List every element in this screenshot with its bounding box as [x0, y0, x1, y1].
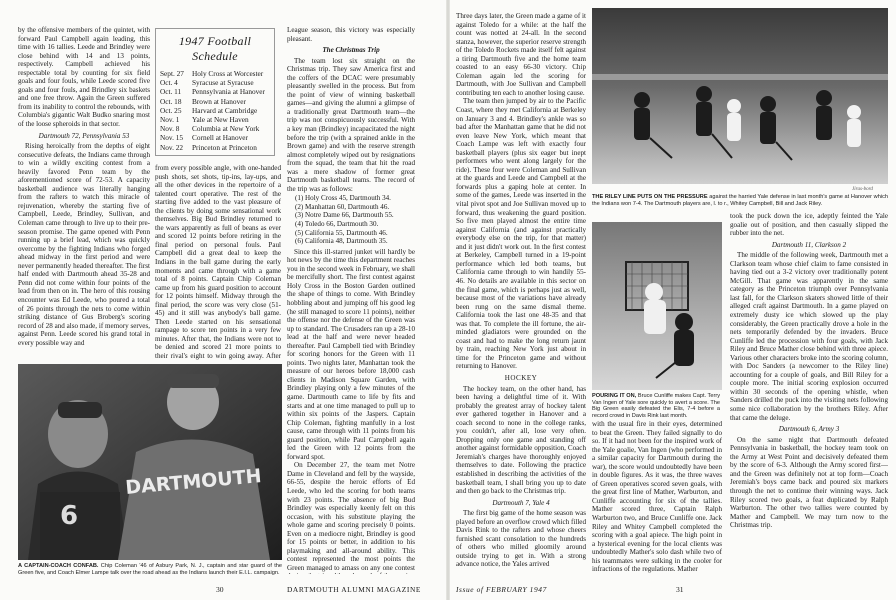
riley-line-photo [592, 8, 888, 184]
schedule-row [160, 133, 270, 142]
photo-caption [18, 563, 282, 576]
schedule-row [160, 115, 270, 124]
paragraph: from every possible angle, with one-handed push shots, set shots, tip-ins, lay-ups, and all the other devices in the repertoire of a talented court operative. The rest of the starting five added to the vast pleasure of the clients by doing some sensational work themselves. Big Bud Brindley returned to the wars apparently as full of beans as ever and scored 12 points before retiring in the final period on personal fouls. Paul Campbell did a great deal to keep the Indians in the ball game during the early moments and came through with a game total of 8 points. Captain Chip Coleman came up from his guard position to account for 12 points himself. Midway through the final period, the score was very close (51-45) and it still was anybody's ball game. Then Leede started on his sensational rampage to score ten points in a very few minutes. After that, the Indians were not to be denied and scored 21 more points to their rival's eight to win going away. After [155, 164, 281, 360]
trip-result: (2) Manhattan 60, Dartmouth 46. [295, 202, 390, 211]
section-head: HOCKEY [504, 373, 538, 382]
trip-result: (5) California 55, Dartmouth 46. [295, 228, 388, 237]
caption-lead: THE RILEY LINE PUTS ON THE PRESSURE [592, 194, 708, 200]
schedule-date: Sept. 27 [160, 69, 184, 78]
schedule-date: Nov. 8 [160, 124, 180, 134]
paragraph: with the usual fire in their eyes, determined to beat the Green. They failed signally to do so. If it had not been for the inspired work of the Yale goalie, Van Ingen (who performed in a similar capacity for Dartmouth during the war), the score would undoubtedly have been in double figures. As it was, the three waves of Green operatives scored seven goals, with the great first line of Mather, Warburton, and Cunliffe accounting for six of the tallies. Mather scored three, Captain Ralph Warburton two, and Bruce Cunliffe one. Jack Riley and Whitey Campbell completed the scoring with a goal apiece. The high point in a hysterical evening for the local clients was undoubtedly Mather's solo dash while two of his teammates were sulking in the cooler for infractions of the regulations. Mather [592, 420, 722, 574]
photo-credit: Jiras-bord [852, 187, 873, 192]
schedule-opponent: Harvard at Cambridge [192, 105, 258, 115]
paragraph: On December 27, the team met Notre Dame in Cleveland and fell by the wayside, 66-55, despite the heroic efforts of Ed Leede, who led the scoring for both teams with 23 points. The absence of big Bud Brindley was especially keenly felt on this occasion, with his substitute playing the whole game and scoring precisely 0 points. Even on a mediocre night, Brindley is good for 15 points or better, in addition to his playmaking and all-around ability. This contest represented the most points the Green managed to amass on any one contest [287, 461, 415, 572]
jersey-lettering: DARTMOUTH [124, 465, 263, 499]
left-column-2 [155, 164, 281, 360]
schedule-opponent: Brown at Hanover [192, 96, 246, 106]
photo-illustration [18, 364, 282, 560]
paragraph: League season, this victory was especially pleasant. [287, 26, 415, 43]
page-number: 31 [676, 585, 684, 594]
caption-lead: A CAPTAIN-COACH CONFAB. [18, 563, 99, 569]
schedule-row [160, 124, 270, 133]
schedule-row [160, 78, 270, 87]
caption-lead: POURING IT ON, [592, 393, 637, 399]
schedule-opponent: Pennsylvania at Hanover [192, 87, 265, 97]
trip-results-list [287, 194, 415, 245]
paragraph: by the offensive members of the quintet, with forward Paul Campbell again leading, this time with 16 tallies. Leede and Brindley were close behind with 14 and 13 points, respectively. Campbell achieved his respectable total by counting for six field goals and four fouls, while Leede scored five goals and four fouls, and Brindley six baskets and one free throw. Again the Green suffered from its inability to control the rebounds, with Columbia's gigantic Walt Budko snaring most of the loose spheroids in that sector. [18, 26, 150, 129]
captain-coach-photo [18, 364, 282, 560]
paragraph: Since this ill-starred junket will hardly be hot news by the time this department reaches you in the second week in February, we shall be mercifully short. The first contest against Holy Cross in the Boston Garden outlined the shape of things to come. With Brindley hobbling about and jumping off his good leg (he still managed to score 11 points), neither the offense nor the defense of the Green was up to standard. The Crusaders ran up a 28-10 lead at the half and were never headed thereafter. Paul Campbell tied with Brindley for scoring honors for the Green with 11 points. Two nights later, Manhattan took the measure of our heroes before 18,000 cash clients in Madison Square Garden, with Brindley playing only a few minutes of the game. Dartmouth came to life by fits and starts and at one time managed to pull up to within six points of the Jaspers. Captain Chip Coleman, fighting manfully in a lost cause, came through with 11 points from his guard position, while Paul Campbell again led the Green with 12 points from the forward spot. [287, 247, 415, 461]
right-column-1 [456, 12, 586, 574]
schedule-row [160, 143, 270, 152]
schedule-date: Nov. 1 [160, 115, 180, 125]
football-schedule-box [155, 28, 275, 156]
paragraph: On the same night that Dartmouth defeated Pennsylvania in basketball, the hockey team took on the Army at West Point and decisively defeated them by the score of 6-3. Although the Army scored first—and the Green was definitely not at top form—Coach Jeremiah's boys came back and poured six markers through the net to continue their winning ways. Jack Riley scored two goals, a feat duplicated by Ralph Warburton. The other two tallies were counted by Mather and Campbell. We may turn now to the Christmas trip. [730, 435, 888, 530]
schedule-opponent: Holy Cross at Worcester [192, 69, 264, 78]
caption-text: Bruce Cunliffe makes Capt. Terry Van Ingen of Yale sore quickly to avert a score. The Big Green easily defeated the Elis, 7-4 before a record crowd in Davis Rink last month. [592, 393, 720, 419]
schedule-opponent: Columbia at New York [192, 124, 260, 134]
left-column-1 [18, 26, 150, 354]
schedule-opponent: Syracuse at Syracuse [192, 78, 254, 88]
photo-illustration [592, 8, 888, 184]
photo-illustration [592, 222, 722, 390]
trip-result: (6) California 48, Dartmouth 35. [295, 237, 388, 246]
paragraph: The first big game of the home season was played before an overflow crowd which filled Davis Rink to the rafters and whose cheers furnished scant consolation to the hundreds of others who milled gloomily around outside trying to get in. With a strong advance notice, the Yales arrived [456, 509, 586, 569]
right-column-2 [592, 420, 722, 574]
magazine-footer: DARTMOUTH ALUMNI MAGAZINE [287, 585, 422, 594]
right-column-3 [730, 212, 888, 574]
right-page [448, 0, 896, 600]
game-subhead: Dartmouth 6, Army 3 [778, 425, 840, 434]
schedule-opponent: Cornell at Hanover [192, 133, 248, 143]
trip-result: (1) Holy Cross 45, Dartmouth 34. [295, 194, 391, 203]
schedule-date: Oct. 25 [160, 105, 182, 115]
schedule-opponent: Princeton at Princeton [192, 142, 257, 152]
jersey-number: 6 [60, 501, 79, 531]
schedule-table [160, 69, 270, 152]
cunliffe-photo [592, 222, 722, 390]
game-subhead: Dartmouth 11, Clarkson 2 [771, 240, 847, 249]
trip-result: (3) Notre Dame 66, Dartmouth 55. [295, 211, 394, 220]
schedule-date: Oct. 4 [160, 78, 178, 88]
schedule-opponent: Yale at New Haven [192, 115, 249, 125]
photo-caption [592, 393, 720, 419]
photo-caption [592, 194, 888, 207]
paragraph: The middle of the following week, Dartmouth met a Clarkson team whose chief claim to fame consisted in having tied out a 3-2 victory over traditionally potent McGill. That game was apparently in the same category as the Princeton triumph over Pennsylvania last fall, for the Clarkson skaters showed little of their alleged craft against Dartmouth. In a game played on extremely dusty ice which slowed up the play considerably, the Green practically drove a hole in the nets temporarily defended by the invaders. Bruce Cunliffe led the procession with four goals, with Jack Riley and Bruce Mather close behind with three apiece. Various other characters broke into the scoring column, with Doc Sanders (a newcomer to the Riley line) accounting for a couple of goals, and Bill Riley for a couple more. The initial scoring explosion occurred within 30 seconds of the opening whistle, when Sanders drilled the puck into the visiting nets following some nice collaboration by the brothers Riley. After that came the deluge. [730, 251, 888, 422]
paragraph: The hockey team, on the other hand, has been having a delightful time of it. With probably the greatest array of hockey talent ever gathered together in Hanover and a coach second to none in the college ranks, you couldn't, after all, lose very often. Dropping only one game and standing off another against formidable opposition, Coach Jeremiah's charges have thoroughly enjoyed themselves to date. Following the practice established in describing the activities of the basketball team, I shall bring you up to date and then go back to the Christmas trip. [456, 384, 586, 496]
paragraph: The team lost six straight on the Christmas trip. They saw America first and the coffers of the DCAC were presumably pleasantly swelled in the process. But from the point of view of winning basketball games—and giving the alumni a glimpse of a traditionally great Dartmouth team—the trip was not conspicuously successful. With a key man (Brindley) incapacitated the night before the trip (with a sprained ankle in the Brown game) and with the reserve strength almost completely wiped out by resignations from the squad, the team that hit the road was a mere shadow of former great Dartmouth basketball teams. The record of the trip was as follows: [287, 56, 415, 193]
game-subhead: Dartmouth 7, Yale 4 [492, 498, 550, 507]
trip-result: (4) Toledo 66, Dartmouth 30. [295, 220, 379, 229]
schedule-row [160, 69, 270, 78]
page-number: 30 [216, 585, 224, 594]
paragraph: Three days later, the Green made a game of it against Toledo for a while: at the half the count was notted at 24-all. In the second stanza, however, the superior reserve strength of the Toledo Rockets made itself felt against a tiring Dartmouth five and the home team coasted to an easy 66-30 victory. Chip Coleman again led the scoring for Dartmouth, with Joe Sullivan and Campbell contributing ten each to another losing cause. [456, 12, 586, 97]
schedule-date: Oct. 18 [160, 96, 182, 106]
schedule-row [160, 106, 270, 115]
left-column-3 [287, 26, 415, 574]
schedule-row [160, 87, 270, 96]
schedule-date: Oct. 11 [160, 87, 182, 97]
caption-text: against the harried Yale defense in last month's game at Hanover which the Indians won 7-4. The Dartmouth players are, l. to r., Whitey Campbell, Bill and Jack Riley. [592, 194, 888, 207]
schedule-title: 1947 Football Schedule [178, 34, 252, 63]
game-subhead: Dartmouth 72, Pennsylvania 53 [38, 131, 130, 140]
schedule-date: Nov. 15 [160, 133, 184, 143]
schedule-row [160, 97, 270, 106]
paragraph: The team then jumped by air to the Pacific Coast, where they met California at Berkeley on January 3 and 4. Brindley's ankle was so bad after the Manhattan game that he did not even leave New York, which meant that Coach Lampe was left with exactly four basketball players (plus six eager but inept performers who went along largely for the ride). These four were Coleman and Sullivan at the guards and Leede and Campbell at the forwards plus a gaping hole at center. In some of the games, Leede was inserted in the vital pivot spot and Joe Sullivan moved up to forward, thus weakening the guard position. So five men played almost the entire time against California (and against practically everybody else on the trip, for that matter) and it just didn't work out. In the first contest at Berkeley, Campbell turned in a 19-point performance which led both teams, but California came through to win handily 55-46. No details are available in this sector on the final game, which is perhaps just as well, because most of the variations have already been rung on the same dismal theme. California took the last one 48-35 and that was that. To complete the ill fortune, the air-minded gladiators were grounded on the coast and had to make the long return jaunt by train, reaching New York just about in time for the Princeton game and without returning to Hanover. [456, 97, 586, 371]
schedule-date: Nov. 22 [160, 142, 184, 152]
paragraph: took the puck down the ice, adeptly feinted the Yale goalie out of position, and then casually slipped the rubber into the net. [730, 212, 888, 238]
caption-text: Chip Coleman '46 of Asbury Park, N. J., captain and star guard of the Green five, and Coach Elmer Lampe talk over the road ahead as the Indians launch their E.I.L. campaign. [18, 563, 283, 576]
paragraph: Rising heroically from the depths of eight consecutive defeats, the Indians came through to win a wildly exciting contest from a heavily favored Penn team by the aforementioned score of 72-53. A capacity basketball audience was literally hanging from the rafters to watch this miracle of rejuvenation, whereby the starting five of Campbell, Leede, Brindley, Sullivan, and Coleman came through to live up to their pre-season promise. The game opened with Penn running up a brief lead, which was quickly overcome by the fighting Indians who forged ahead midway in the first period and were never permanently headed thereafter. The first half ended with Dartmouth ahead 35-28 and Penn did not come within four points of the lead from then on in. The hero of this rousing encounter was Ed Leede, who poured a total of 26 points through the nets to come within striking distance of Gus Broberg's scoring record of 28 and also made, if memory serves, against Penn. Leede scored his grand total in every possible way and [18, 142, 150, 347]
section-head: The Christmas Trip [322, 46, 380, 55]
issue-footer: Issue of FEBRUARY 1947 [456, 585, 547, 594]
